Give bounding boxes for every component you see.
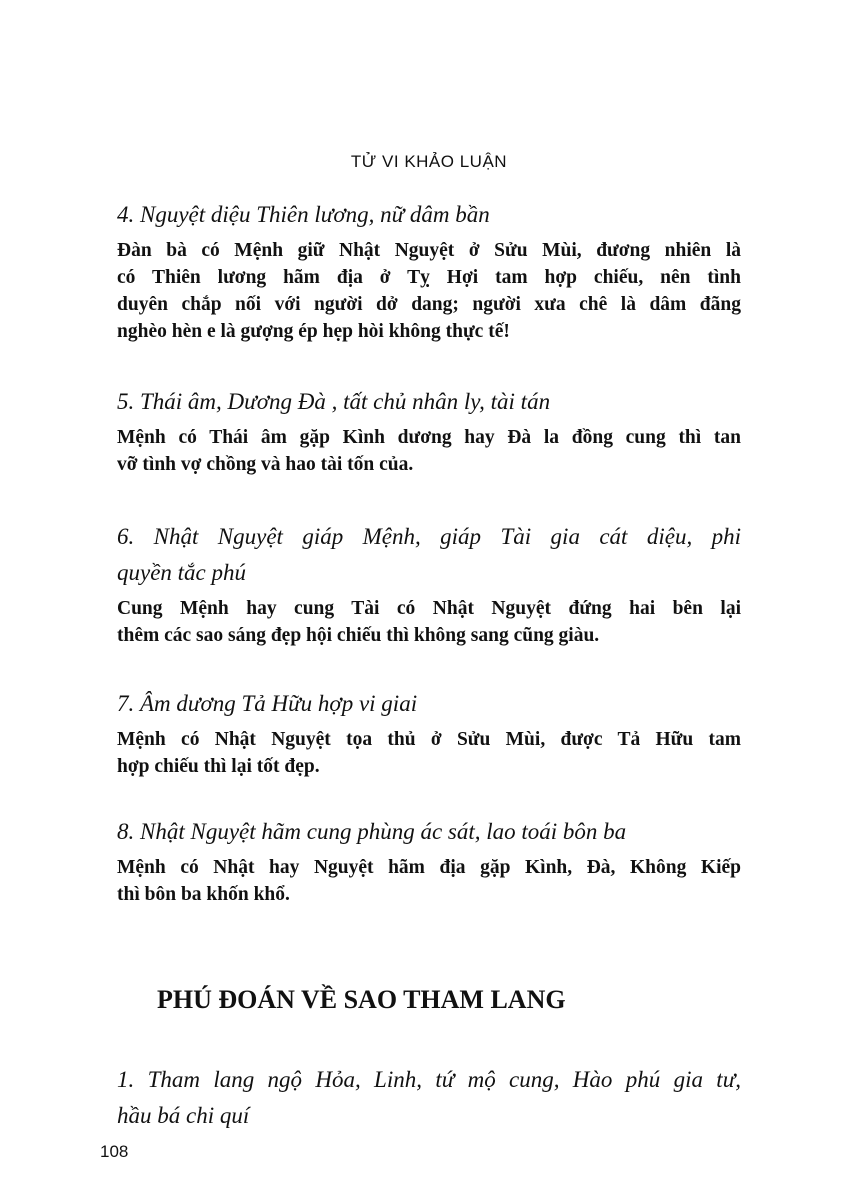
running-header: TỬ VI KHẢO LUẬN <box>350 152 508 171</box>
item-5 <box>117 384 741 478</box>
body-line: Mệnh có Nhật hay Nguyệt hãm địa gặp Kình, Đà, Không Kiếp <box>117 857 741 878</box>
item-8 <box>117 814 741 908</box>
item-heading: hầu bá chi quí <box>117 1103 250 1128</box>
item-heading: 8. Nhật Nguyệt hãm cung phùng ác sát, lao toái bôn ba <box>117 819 627 844</box>
body-line: nghèo hèn e là gượng ép hẹp hòi không thực tế! <box>117 321 510 342</box>
section-item-1 <box>117 1062 741 1134</box>
item-4 <box>117 197 741 345</box>
body-line: có Thiên lương hãm địa ở Tỵ Hợi tam hợp chiếu, nên tình <box>117 267 741 288</box>
item-6 <box>117 519 741 649</box>
body-line: thì bôn ba khốn khổ. <box>117 884 290 905</box>
body-line: Mệnh có Nhật Nguyệt tọa thủ ở Sửu Mùi, được Tả Hữu tam <box>117 729 741 750</box>
body-line: Cung Mệnh hay cung Tài có Nhật Nguyệt đứng hai bên lại <box>117 598 741 619</box>
section-title: PHÚ ĐOÁN VỀ SAO THAM LANG <box>157 985 566 1014</box>
body-line: Đàn bà có Mệnh giữ Nhật Nguyệt ở Sửu Mùi, đương nhiên là <box>117 240 741 261</box>
item-heading: 7. Âm dương Tả Hữu hợp vi giai <box>117 691 418 716</box>
item-heading: 1. Tham lang ngộ Hỏa, Linh, tứ mộ cung, Hào phú gia tư, <box>117 1067 741 1092</box>
item-heading: quyền tắc phú <box>117 560 247 585</box>
body-line: thêm các sao sáng đẹp hội chiếu thì không sang cũng giàu. <box>117 625 600 646</box>
body-line: Mệnh có Thái âm gặp Kình dương hay Đà la đồng cung thì tan <box>117 427 741 448</box>
item-heading: 4. Nguyệt diệu Thiên lương, nữ dâm bần <box>117 202 490 227</box>
body-line: hợp chiếu thì lại tốt đẹp. <box>117 756 320 777</box>
item-7 <box>117 686 741 780</box>
body-line: duyên chắp nối với người dở dang; người xưa chê là dâm đãng <box>117 294 741 315</box>
body-line: vỡ tình vợ chồng và hao tài tốn của. <box>117 454 414 475</box>
item-heading: 5. Thái âm, Dương Đà , tất chủ nhân ly, tài tán <box>117 389 551 414</box>
item-heading: 6. Nhật Nguyệt giáp Mệnh, giáp Tài gia cát diệu, phi <box>117 524 741 549</box>
page-number: 108 <box>100 1142 129 1161</box>
